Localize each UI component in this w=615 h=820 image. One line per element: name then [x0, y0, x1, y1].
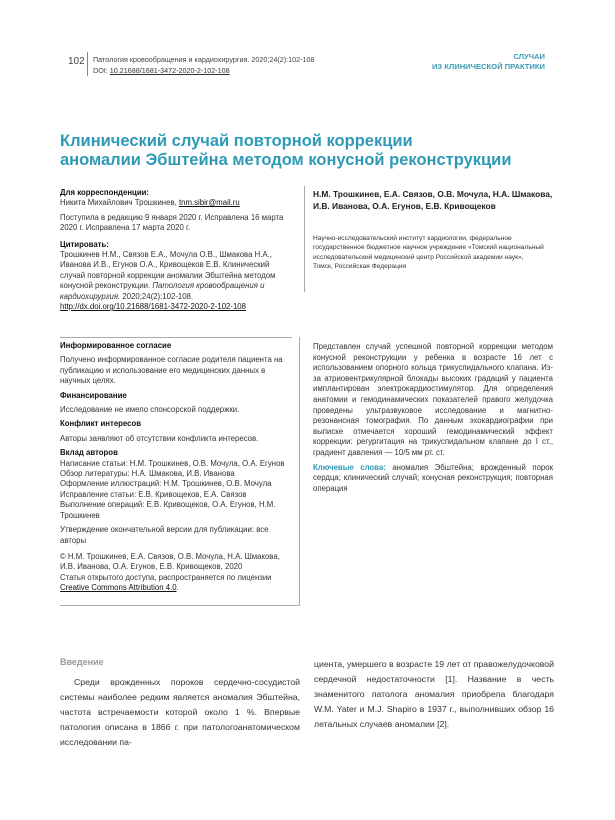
affiliation-city: Томск, Российская Федерация — [313, 262, 407, 270]
copyright-text: © Н.М. Трошкинев, Е.А. Связов, О.В. Мочула, Н.А. Шмакова, И.В. Иванова, О.А. Егунов, Е.В. Кривощеков, 2020 — [60, 551, 280, 572]
contrib-line: Выполнение операций: Е.В. Кривощеков, О.А. Егунов, Н.М. Трошкинев — [60, 500, 276, 520]
abstract-text: Представлен случай успешной повторной коррекции методом конусной реконструкции у ребенка в возрасте 16 лет с использованием опорного кольца трикуспидального клапана. Из-за атриовентрикулярной блокады высоких градаций у пациента имплантирован электрокардиостимулятор. Для определения анатомии и гемодинамических показателей правого желудочка проведены ультразвуковое исследование и магнитно-резонансная томография. По данным эхокардиографии при выписке отмечается хороший гемодинамический эффект коррекции: регургитация на трикуспидальном клапане до I ст., градиент давления — 10/5 мм рт. ст. — [313, 342, 553, 457]
left-bottom-divider — [60, 605, 300, 606]
affiliation-text: Научно-исследовательский институт кардиологии, федеральное государственное бюджетное научное учреждение «Томский национальный исследовательский медицинский центр Российской академии наук», — [313, 235, 544, 261]
article-meta-column — [60, 341, 292, 594]
contrib-line: Написание статьи: Н.М. Трошкинев, О.В. Мочула, О.А. Егунов — [60, 458, 285, 468]
section-label-line1: СЛУЧАИ — [513, 52, 545, 61]
affiliation — [313, 234, 545, 271]
keywords — [313, 463, 553, 495]
received-dates: Поступила в редакцию 9 января 2020 г. Исправлена 16 марта 2020 г. Исправлена 17 марта 2020 г. — [60, 212, 284, 233]
abstract — [313, 342, 553, 494]
keywords-label: Ключевые слова: — [313, 462, 386, 472]
section-label-line2: ИЗ КЛИНИЧЕСКОЙ ПРАКТИКИ — [431, 61, 545, 71]
cite-heading: Цитировать: — [60, 239, 109, 249]
cite-text — [60, 250, 292, 312]
consent-text: Получено информированное согласие родителя пациента на публикацию и использование его медицинских данных в научных целях. — [60, 355, 283, 386]
license-link[interactable]: Creative Commons Attribution 4.0 — [60, 583, 177, 593]
header-divider — [87, 52, 88, 76]
conflict-heading: Конфликт интересов — [60, 419, 142, 429]
funding-heading: Финансирование — [60, 390, 127, 400]
journal-citation: Патология кровообращения и кардиохирургия. 2020;24(2):102-108 — [93, 55, 315, 64]
left-top-divider — [60, 337, 292, 338]
cite-tail: 2020;24(2):102-108. — [120, 291, 194, 301]
doi-link[interactable]: 10.21688/1681-3472-2020-2-102-108 — [109, 65, 230, 75]
authors-border — [304, 186, 305, 292]
cite-journal: Патология кровообращения и кардиохирургия. — [60, 281, 265, 301]
section-label — [432, 52, 545, 71]
contrib-line: Обзор литературы: Н.А. Шмакова, И.В. Иванова — [60, 469, 235, 479]
license-end: . — [176, 583, 179, 593]
journal-info — [93, 55, 315, 76]
article-info-column — [60, 188, 292, 312]
license-prefix: Статья открытого доступа, распространяется по лицензии — [60, 572, 272, 582]
cite-doi-link[interactable]: http://dx.doi.org/10.21688/1681-3472-2020-2-102-108 — [60, 302, 246, 312]
correspondence-heading: Для корреспонденции: — [60, 188, 150, 197]
keywords-text: аномалия Эбштейна; врожденный порок сердца; клинический случай; конусная реконструкция; повторная операция — [313, 462, 553, 493]
doi-label: DOI: — [93, 65, 110, 75]
title-line-2: аномалии Эбштейна методом конусной реконструкции — [60, 151, 512, 169]
funding-text: Исследование не имело спонсорской поддержки. — [60, 405, 240, 415]
intro-heading: Введение — [60, 657, 104, 667]
title-line-1: Клинический случай повторной коррекции — [60, 132, 413, 150]
correspondence-name: Никита Михайлович Трошкинев, — [60, 198, 179, 208]
contrib-approval: Утверждение окончательной версии для публикации: все авторы — [60, 525, 269, 545]
conflict-text: Авторы заявляют об отсутствии конфликта интересов. — [60, 433, 259, 443]
contrib-line: Исправление статьи: Е.В. Кривощеков, Е.А. Связов — [60, 489, 247, 499]
consent-heading: Информированное согласие — [60, 341, 172, 350]
doi-line — [93, 66, 315, 77]
cite-body: Трошкинев Н.М., Связов Е.А., Мочула О.В., Шмакова Н.А., Иванова И.В., Егунов О.А., Кривощеков Е.В. Клинический случай повторной коррекции аномалии Эбштейна методом конусной реконструкции. — [60, 250, 276, 291]
intro-text-right: циента, умершего в возрасте 19 лет от правожелудочковой сердечной недостаточности [1]. Название в честь знаменитого патолога аномалия приобрела благодаря W.M. Yater и M.J. Shapiro в 1937 г., выполнивших обзор 16 летальных случаев аномалии [2]. — [314, 659, 554, 729]
contrib-heading: Вклад авторов — [60, 448, 118, 458]
left-column-border — [299, 337, 300, 605]
contrib-line: Оформление иллюстраций: Н.М. Трошкинев, О.В. Мочула — [60, 479, 272, 489]
email-link[interactable]: tnm.sibir@mail.ru — [178, 198, 240, 208]
page-number: 102 — [68, 56, 85, 67]
correspondence-contact — [60, 198, 292, 208]
license-text — [60, 573, 292, 594]
article-title — [60, 132, 540, 170]
author-list: Н.М. Трошкинев, Е.А. Связов, О.В. Мочула, Н.А. Шмакова, И.В. Иванова, О.А. Егунов, Е.В. Кривощеков — [313, 189, 553, 211]
intro-text-left: Среди врожденных пороков сердечно-сосудистой системы наиболее редким является аномалия Эбштейна, частота встречаемости которой около 1 %. Впервые патология описана в 1866 г. при патологоанатомическом исследовании па- — [60, 677, 300, 747]
